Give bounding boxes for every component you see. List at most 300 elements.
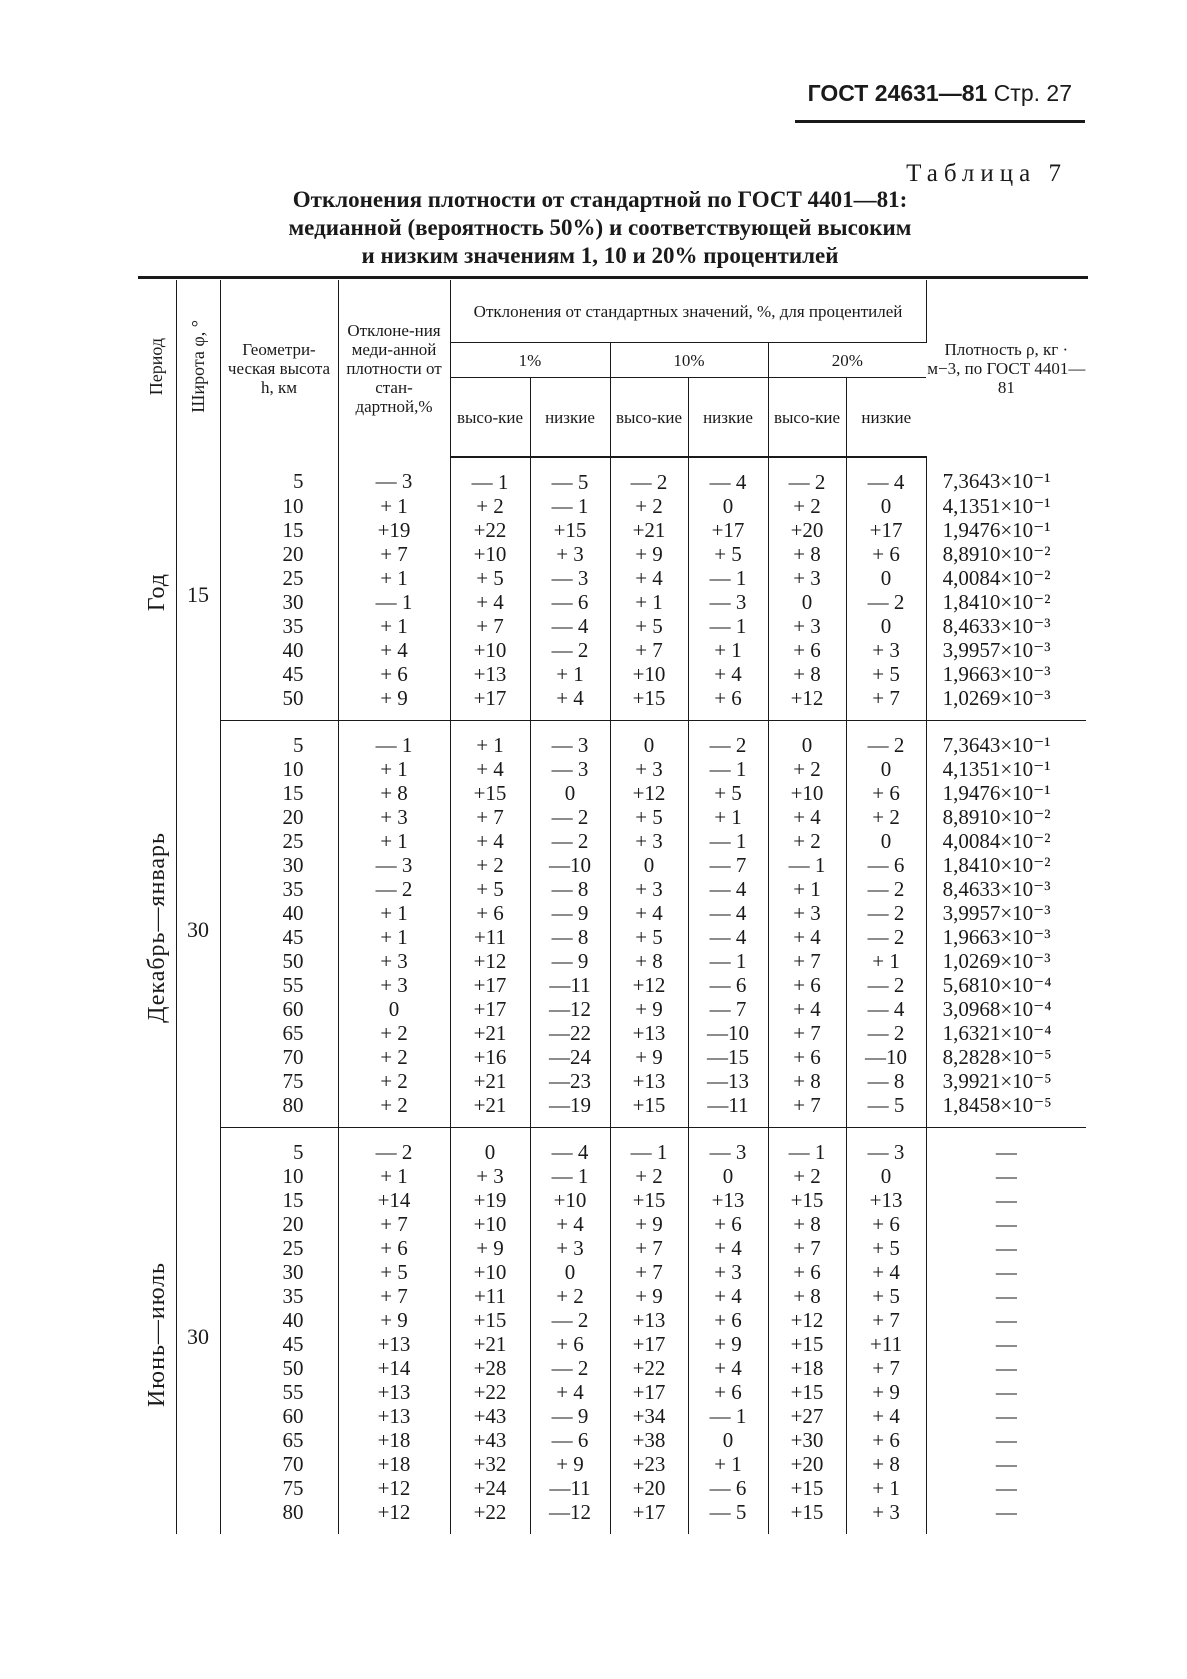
p20h-cell: 0 <box>768 590 846 614</box>
p1l-cell: — 4 <box>530 1128 610 1165</box>
median-cell: + 8 <box>338 781 450 805</box>
density-cell: 1,6321×10⁻⁴ <box>942 1021 1052 1045</box>
height-cell: 20 <box>220 1212 338 1236</box>
height-cell: 75 <box>220 1069 338 1093</box>
p1l-cell: —12 <box>530 1500 610 1534</box>
height-cell: 45 <box>220 1332 338 1356</box>
density-cell: — <box>995 1260 1017 1284</box>
p20h-cell: +15 <box>768 1500 846 1534</box>
p20h-cell: + 3 <box>768 901 846 925</box>
p20h-cell: +10 <box>768 781 846 805</box>
density-cell: — <box>995 1380 1017 1404</box>
density-cell: — <box>995 1500 1017 1524</box>
height-cell: 70 <box>220 1045 338 1069</box>
density-cell: — <box>995 1284 1017 1308</box>
p1h-cell: + 9 <box>450 1236 530 1260</box>
p1h-cell: +15 <box>450 781 530 805</box>
density-cell: 1,9663×10⁻³ <box>942 662 1051 686</box>
height-cell: 5 <box>220 721 338 758</box>
density-cell: 1,8458×10⁻⁵ <box>926 1093 1086 1128</box>
p10h-cell: +38 <box>610 1428 688 1452</box>
p20l-cell: — 2 <box>846 925 926 949</box>
p10h-cell: — 2 <box>610 457 688 494</box>
density-cell: — <box>995 1164 1017 1188</box>
table-row <box>138 494 1086 518</box>
p1h-cell: +16 <box>450 1045 530 1069</box>
height-cell: 35 <box>220 614 338 638</box>
p1h-cell: +28 <box>450 1356 530 1380</box>
p10h-cell: +20 <box>610 1476 688 1500</box>
title-line-3: и низким значениям 1, 10 и 20% процентилей <box>361 243 839 268</box>
table-body <box>138 457 1086 1534</box>
col-p20: 20% <box>768 343 926 378</box>
p10h-cell: +22 <box>610 1356 688 1380</box>
p20l-cell: + 5 <box>846 1284 926 1308</box>
height-cell: 15 <box>220 518 338 542</box>
p1l-cell: —23 <box>530 1069 610 1093</box>
p10l-cell: 0 <box>688 1164 768 1188</box>
height-cell: 35 <box>220 1284 338 1308</box>
p20l-cell: — 5 <box>846 1093 926 1128</box>
table-row <box>138 877 1086 901</box>
p10l-cell: + 3 <box>688 1260 768 1284</box>
p1h-cell: +11 <box>450 1284 530 1308</box>
table-row <box>138 1128 1086 1165</box>
p10l-cell: — 1 <box>688 1404 768 1428</box>
p1h-cell: +22 <box>450 1500 530 1534</box>
p1h-cell: + 2 <box>450 494 530 518</box>
p20h-cell: + 7 <box>768 1093 846 1128</box>
p10l-cell: 0 <box>688 494 768 518</box>
p10h-cell: — 1 <box>610 1128 688 1165</box>
p20h-cell: + 3 <box>768 614 846 638</box>
p1h-cell: +43 <box>450 1428 530 1452</box>
p20l-cell: — 3 <box>846 1128 926 1165</box>
median-cell: + 2 <box>338 1045 450 1069</box>
p20l-cell: + 8 <box>846 1452 926 1476</box>
p20l-cell: + 6 <box>846 1212 926 1236</box>
p20l-cell: 0 <box>846 566 926 590</box>
p20h-cell: +15 <box>768 1188 846 1212</box>
height-cell: 35 <box>220 877 338 901</box>
p10l-cell: — 1 <box>688 566 768 590</box>
p10h-cell: +17 <box>610 1332 688 1356</box>
median-cell: + 1 <box>338 757 450 781</box>
height-cell: 40 <box>220 901 338 925</box>
period-cell <box>138 457 176 721</box>
table-row <box>138 590 1086 614</box>
median-cell: + 6 <box>338 1236 450 1260</box>
p1h-cell: +15 <box>450 1308 530 1332</box>
p10h-cell: +10 <box>610 662 688 686</box>
p20l-cell: + 6 <box>846 781 926 805</box>
p20l-cell: + 7 <box>846 686 926 721</box>
median-cell: + 3 <box>338 949 450 973</box>
page-number: Стр. 27 <box>993 80 1072 106</box>
p1l-cell: + 2 <box>530 1284 610 1308</box>
density-cell: 1,9476×10⁻¹ <box>942 781 1051 805</box>
p10h-cell: + 2 <box>610 494 688 518</box>
p20l-cell: — 2 <box>846 877 926 901</box>
p10h-cell: + 5 <box>610 925 688 949</box>
p20h-cell: + 1 <box>768 877 846 901</box>
p10l-cell: — 7 <box>688 853 768 877</box>
table-row <box>138 949 1086 973</box>
p20l-cell: — 8 <box>846 1069 926 1093</box>
p10l-cell: — 7 <box>688 997 768 1021</box>
p10h-cell: + 5 <box>610 614 688 638</box>
col-p1: 1% <box>450 343 610 378</box>
median-cell: +12 <box>338 1476 450 1500</box>
p10l-cell: + 5 <box>688 781 768 805</box>
p20l-cell: — 2 <box>846 590 926 614</box>
median-cell: +18 <box>338 1428 450 1452</box>
p20l-cell: + 3 <box>846 638 926 662</box>
p20h-cell: + 4 <box>768 997 846 1021</box>
p20l-cell: + 4 <box>846 1260 926 1284</box>
p10h-cell: +12 <box>610 973 688 997</box>
p1l-cell: +10 <box>530 1188 610 1212</box>
density-cell: — <box>995 1188 1017 1212</box>
table-row <box>138 686 1086 721</box>
height-cell: 70 <box>220 1452 338 1476</box>
p10h-cell: +17 <box>610 1500 688 1534</box>
p1l-cell: +15 <box>530 518 610 542</box>
p10l-cell: 0 <box>688 1428 768 1452</box>
table-row <box>138 1308 1086 1332</box>
p10l-cell: + 4 <box>688 1356 768 1380</box>
height-cell: 45 <box>220 662 338 686</box>
p20h-cell: + 6 <box>768 638 846 662</box>
p20h-cell: — 1 <box>768 1128 846 1165</box>
table-row <box>138 1260 1086 1284</box>
p10l-cell: —13 <box>688 1069 768 1093</box>
p10h-cell: +13 <box>610 1069 688 1093</box>
table-row <box>138 1356 1086 1380</box>
p1l-cell: + 4 <box>530 1380 610 1404</box>
table-row <box>138 1500 1086 1534</box>
table-row <box>138 1164 1086 1188</box>
p1l-cell: — 2 <box>530 1308 610 1332</box>
p20h-cell: +27 <box>768 1404 846 1428</box>
density-cell: — <box>995 1452 1017 1476</box>
table-row <box>138 997 1086 1021</box>
density-cell: 3,9957×10⁻³ <box>942 901 1051 925</box>
height-cell: 80 <box>220 1093 338 1128</box>
p20l-cell: — 6 <box>846 853 926 877</box>
height-cell: 55 <box>220 1380 338 1404</box>
table-header <box>138 280 1086 457</box>
density-cell: 8,8910×10⁻² <box>942 542 1051 566</box>
col-p10: 10% <box>610 343 768 378</box>
density-cell: — <box>995 1332 1017 1356</box>
table-row <box>138 1476 1086 1500</box>
median-cell: +13 <box>338 1404 450 1428</box>
p1l-cell: + 4 <box>530 686 610 721</box>
p10l-cell: — 1 <box>688 757 768 781</box>
table-row <box>138 1236 1086 1260</box>
p10l-cell: +17 <box>688 518 768 542</box>
p10l-cell: + 5 <box>688 542 768 566</box>
p1l-cell: + 9 <box>530 1452 610 1476</box>
density-cell: 1,0269×10⁻³ <box>926 686 1086 721</box>
p1l-cell: —11 <box>530 1476 610 1500</box>
p20h-cell: + 7 <box>768 1236 846 1260</box>
p10h-cell: +15 <box>610 1188 688 1212</box>
p20l-cell: + 7 <box>846 1308 926 1332</box>
density-cell: — <box>995 1140 1017 1164</box>
median-cell: +18 <box>338 1452 450 1476</box>
p20l-cell: —10 <box>846 1045 926 1069</box>
p20h-cell: + 8 <box>768 1284 846 1308</box>
p20h-cell: — 1 <box>768 853 846 877</box>
height-cell: 65 <box>220 1021 338 1045</box>
median-cell: — 2 <box>338 1128 450 1165</box>
p1h-cell: + 6 <box>450 901 530 925</box>
p1l-cell: —11 <box>530 973 610 997</box>
density-cell: 8,4633×10⁻³ <box>942 614 1051 638</box>
density-cell: 3,9921×10⁻⁵ <box>942 1069 1052 1093</box>
density-cell: 7,3643×10⁻¹ <box>942 733 1051 757</box>
p20l-cell: +17 <box>846 518 926 542</box>
p20l-cell: — 2 <box>846 901 926 925</box>
p10l-cell: —10 <box>688 1021 768 1045</box>
p10h-cell: +15 <box>610 1093 688 1128</box>
p10l-cell: + 6 <box>688 1308 768 1332</box>
p1l-cell: — 1 <box>530 494 610 518</box>
p10h-cell: + 9 <box>610 997 688 1021</box>
p1h-cell: + 7 <box>450 614 530 638</box>
p20h-cell: — 2 <box>768 457 846 494</box>
p10h-cell: + 7 <box>610 1236 688 1260</box>
height-cell: 30 <box>220 1260 338 1284</box>
density-cell: 4,1351×10⁻¹ <box>942 757 1051 781</box>
p1h-cell: + 4 <box>450 590 530 614</box>
height-cell: 25 <box>220 829 338 853</box>
p10l-cell: + 6 <box>688 1212 768 1236</box>
period-label: Год <box>143 573 170 612</box>
p1l-cell: + 3 <box>530 542 610 566</box>
height-cell: 45 <box>220 925 338 949</box>
p10h-cell: + 9 <box>610 542 688 566</box>
p10l-cell: — 4 <box>688 925 768 949</box>
table-row <box>138 1093 1086 1128</box>
p1l-cell: — 2 <box>530 638 610 662</box>
median-cell: + 1 <box>338 494 450 518</box>
p20h-cell: + 2 <box>768 829 846 853</box>
median-cell: 0 <box>338 997 450 1021</box>
p1l-cell: — 6 <box>530 590 610 614</box>
density-cell: — <box>995 1236 1017 1260</box>
p10h-cell: +23 <box>610 1452 688 1476</box>
p10l-cell: + 9 <box>688 1332 768 1356</box>
p1h-cell: +21 <box>450 1332 530 1356</box>
p10h-cell: +21 <box>610 518 688 542</box>
p20h-cell: + 8 <box>768 1069 846 1093</box>
height-cell: 50 <box>220 1356 338 1380</box>
table-top-rule <box>138 276 1088 279</box>
density-cell: 8,8910×10⁻² <box>942 805 1051 829</box>
p1l-cell: —12 <box>530 997 610 1021</box>
p20h-cell: + 6 <box>768 1045 846 1069</box>
p20h-cell: + 8 <box>768 1212 846 1236</box>
p10l-cell: + 4 <box>688 1284 768 1308</box>
p1l-cell: + 1 <box>530 662 610 686</box>
p20l-cell: + 3 <box>846 1500 926 1534</box>
p1h-cell: + 2 <box>450 853 530 877</box>
p10l-cell: —15 <box>688 1045 768 1069</box>
table-row <box>138 566 1086 590</box>
col-median: Отклоне-ния меди-анной плотности от стан-дартной,% <box>338 280 450 457</box>
density-cell: 1,9476×10⁻¹ <box>942 518 1051 542</box>
title-line-1: Отклонения плотности от стандартной по ГОСТ 4401—81: <box>292 187 908 212</box>
height-cell: 40 <box>220 1308 338 1332</box>
median-cell: + 4 <box>338 638 450 662</box>
density-cell: 5,6810×10⁻⁴ <box>942 973 1052 997</box>
p1h-cell: +22 <box>450 518 530 542</box>
p10l-cell: — 3 <box>688 1128 768 1165</box>
height-cell: 65 <box>220 1428 338 1452</box>
p1l-cell: — 9 <box>530 901 610 925</box>
p1h-cell: +10 <box>450 1260 530 1284</box>
p10h-cell: + 5 <box>610 805 688 829</box>
p20h-cell: + 4 <box>768 805 846 829</box>
median-cell: + 7 <box>338 1212 450 1236</box>
height-cell: 30 <box>220 853 338 877</box>
table-row <box>138 1380 1086 1404</box>
latitude-cell: 15 <box>176 457 220 721</box>
height-cell: 60 <box>220 997 338 1021</box>
p10l-cell: + 1 <box>688 805 768 829</box>
p10h-cell: +34 <box>610 1404 688 1428</box>
p10l-cell: + 1 <box>688 638 768 662</box>
p10h-cell: +13 <box>610 1308 688 1332</box>
table-row <box>138 518 1086 542</box>
p20h-cell: + 7 <box>768 949 846 973</box>
p10l-cell: — 1 <box>688 614 768 638</box>
p20l-cell: — 2 <box>846 973 926 997</box>
p20h-cell: + 2 <box>768 494 846 518</box>
table-row <box>138 757 1086 781</box>
p1h-cell: + 5 <box>450 877 530 901</box>
p10h-cell: +17 <box>610 1380 688 1404</box>
p1h-cell: +10 <box>450 638 530 662</box>
height-cell: 10 <box>220 757 338 781</box>
p1h-cell: +11 <box>450 925 530 949</box>
p10h-cell: + 3 <box>610 877 688 901</box>
height-cell: 5 <box>220 1128 338 1165</box>
p1l-cell: — 2 <box>530 805 610 829</box>
p1l-cell: — 8 <box>530 925 610 949</box>
p10l-cell: + 4 <box>688 1236 768 1260</box>
table-row <box>138 1188 1086 1212</box>
median-cell: — 3 <box>338 457 450 494</box>
p20h-cell: + 3 <box>768 566 846 590</box>
p20h-cell: +15 <box>768 1380 846 1404</box>
p20l-cell: 0 <box>846 494 926 518</box>
p20l-cell: + 1 <box>846 1476 926 1500</box>
table-label: Таблица 7 <box>906 160 1067 187</box>
col-height: Геометри-ческая высота h, км <box>220 280 338 457</box>
p10l-cell: + 6 <box>688 1380 768 1404</box>
table-row <box>138 1045 1086 1069</box>
col-p10-high: высо-кие <box>610 378 688 458</box>
p20h-cell: +15 <box>768 1332 846 1356</box>
density-cell: 4,0084×10⁻² <box>942 829 1051 853</box>
p1l-cell: 0 <box>530 1260 610 1284</box>
p1h-cell: +43 <box>450 1404 530 1428</box>
p20h-cell: + 2 <box>768 1164 846 1188</box>
table-row <box>138 721 1086 758</box>
median-cell: + 2 <box>338 1069 450 1093</box>
p20h-cell: + 2 <box>768 757 846 781</box>
p1h-cell: + 3 <box>450 1164 530 1188</box>
p10l-cell: — 4 <box>688 901 768 925</box>
p10h-cell: + 8 <box>610 949 688 973</box>
p20l-cell: + 6 <box>846 1428 926 1452</box>
p10l-cell: — 6 <box>688 973 768 997</box>
standard-number: ГОСТ 24631—81 <box>807 80 988 106</box>
height-cell: 20 <box>220 805 338 829</box>
p10h-cell: +15 <box>610 686 688 721</box>
height-cell: 15 <box>220 781 338 805</box>
p20l-cell: + 9 <box>846 1380 926 1404</box>
p1h-cell: +21 <box>450 1093 530 1128</box>
p1h-cell: +21 <box>450 1021 530 1045</box>
p1l-cell: 0 <box>530 781 610 805</box>
p20h-cell: +12 <box>768 1308 846 1332</box>
height-cell: 80 <box>220 1500 338 1534</box>
table-row <box>138 1332 1086 1356</box>
p20l-cell: 0 <box>846 614 926 638</box>
density-cell: 7,3643×10⁻¹ <box>942 469 1051 493</box>
height-cell: 10 <box>220 1164 338 1188</box>
p20h-cell: + 6 <box>768 1260 846 1284</box>
median-cell: +13 <box>338 1332 450 1356</box>
table-row <box>138 901 1086 925</box>
height-cell: 15 <box>220 1188 338 1212</box>
p10l-cell: — 3 <box>688 590 768 614</box>
p1l-cell: —19 <box>530 1093 610 1128</box>
p10l-cell: + 6 <box>688 686 768 721</box>
p1h-cell: +21 <box>450 1069 530 1093</box>
median-cell: + 1 <box>338 614 450 638</box>
median-cell: — 1 <box>338 721 450 758</box>
p20l-cell: + 1 <box>846 949 926 973</box>
p1l-cell: — 3 <box>530 566 610 590</box>
p10l-cell: — 6 <box>688 1476 768 1500</box>
col-period: Период <box>138 280 176 457</box>
p20l-cell: + 4 <box>846 1404 926 1428</box>
p10h-cell: + 1 <box>610 590 688 614</box>
density-cell: 3,9957×10⁻³ <box>942 638 1051 662</box>
table-row <box>138 1452 1086 1476</box>
p10h-cell: + 9 <box>610 1284 688 1308</box>
density-cell: — <box>995 1356 1017 1380</box>
median-cell: + 5 <box>338 1260 450 1284</box>
p1l-cell: — 2 <box>530 1356 610 1380</box>
table-row <box>138 805 1086 829</box>
p20h-cell: +18 <box>768 1356 846 1380</box>
p20l-cell: 0 <box>846 757 926 781</box>
period-label: Декабрь—январь <box>143 832 170 1023</box>
p1l-cell: — 9 <box>530 1404 610 1428</box>
table-row <box>138 1404 1086 1428</box>
p10l-cell: — 4 <box>688 877 768 901</box>
period-cell <box>138 1128 176 1535</box>
p10l-cell: + 4 <box>688 662 768 686</box>
p20l-cell: + 2 <box>846 805 926 829</box>
